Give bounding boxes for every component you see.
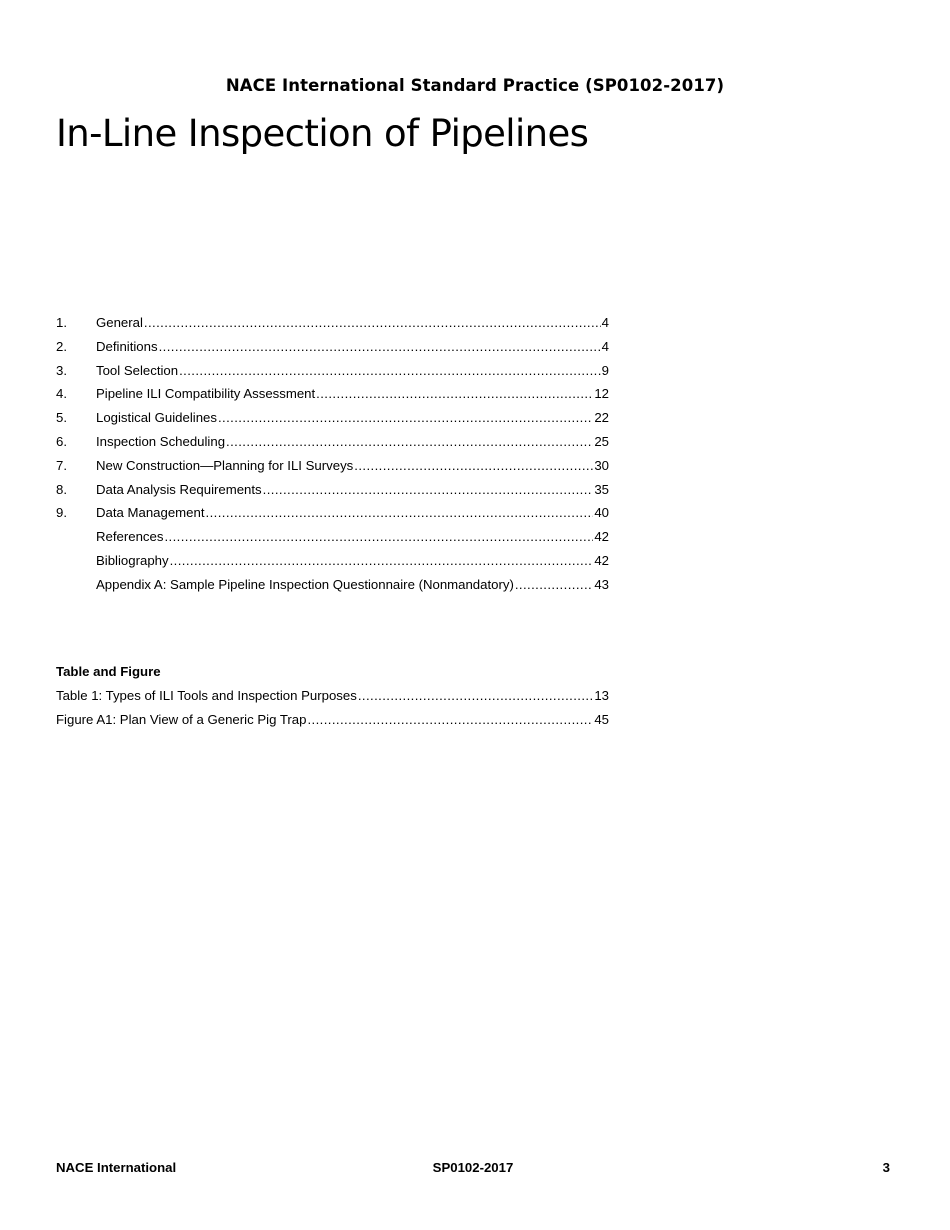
toc-label: General [96, 315, 143, 330]
footer-document-id: SP0102-2017 [432, 1160, 514, 1175]
toc-entry-definitions[interactable] [56, 335, 609, 359]
toc-page-number: 42 [594, 529, 609, 545]
toc-page-number: 9 [601, 362, 609, 378]
toc-entry-new-construction[interactable] [56, 454, 609, 478]
toc-number: 6. [56, 433, 67, 449]
toc-leader [170, 549, 594, 573]
tf-label: Figure A1: Plan View of a Generic Pig Trap [56, 711, 307, 727]
page-header: NACE International Standard Practice (SP0102-2017) [225, 76, 725, 95]
footer-page-number: 3 [882, 1160, 890, 1175]
toc-leader [159, 335, 601, 359]
toc-entry-appendix-a[interactable] [56, 573, 609, 597]
table-of-contents [56, 311, 609, 597]
tf-label: Table 1: Types of ILI Tools and Inspection Purposes [56, 687, 357, 703]
toc-page-number: 4 [601, 338, 609, 354]
toc-number: 3. [56, 362, 67, 378]
toc-label: New Construction—Planning for ILI Surveys [96, 457, 354, 473]
toc-label: Definitions [96, 338, 158, 354]
toc-label: References [96, 529, 164, 545]
toc-number: 2. [56, 338, 67, 354]
toc-entry-data-management[interactable] [56, 501, 609, 525]
toc-leader [354, 454, 593, 478]
page-title: In-Line Inspection of Pipelines [56, 112, 589, 155]
toc-page-number: 35 [594, 481, 609, 497]
toc-page-number: 43 [594, 576, 609, 592]
toc-page-number: 40 [594, 505, 609, 521]
toc-entry-bibliography[interactable] [56, 549, 609, 573]
toc-label: Bibliography [96, 552, 169, 568]
toc-page-number: 22 [594, 410, 609, 426]
tf-entry-figure-a1[interactable] [56, 708, 609, 732]
toc-entry-general[interactable] [56, 311, 609, 335]
toc-number: 5. [56, 410, 67, 426]
toc-page-number: 25 [594, 433, 609, 449]
toc-label: Logistical Guidelines [96, 410, 217, 426]
toc-number: 9. [56, 505, 67, 521]
toc-label: Tool Selection [96, 362, 179, 378]
toc-label: Data Analysis Requirements [96, 481, 262, 497]
toc-leader [206, 501, 594, 525]
toc-leader [263, 478, 594, 502]
toc-leader [515, 573, 593, 597]
toc-page-number: 12 [594, 386, 609, 402]
toc-page-number: 42 [594, 552, 609, 568]
toc-leader [179, 359, 601, 383]
toc-leader [218, 406, 593, 430]
toc-number: 8. [56, 481, 67, 497]
toc-entry-compatibility-assessment[interactable] [56, 382, 609, 406]
toc-entry-logistical-guidelines[interactable] [56, 406, 609, 430]
toc-leader [144, 311, 601, 335]
toc-leader [164, 525, 593, 549]
toc-entry-data-analysis[interactable] [56, 478, 609, 502]
tables-figures-heading: Table and Figure [56, 664, 161, 679]
toc-number: 1. [56, 315, 67, 330]
toc-label: Data Management [96, 505, 205, 521]
toc-label: Pipeline ILI Compatibility Assessment [96, 386, 316, 402]
toc-leader [316, 382, 593, 406]
toc-entry-tool-selection[interactable] [56, 359, 609, 383]
toc-leader [226, 430, 593, 454]
toc-entry-references[interactable] [56, 525, 609, 549]
toc-leader [307, 708, 593, 732]
tf-entry-table-1[interactable] [56, 684, 609, 708]
footer-publisher: NACE International [56, 1160, 177, 1175]
toc-page-number: 30 [594, 457, 609, 473]
tables-figures-list [56, 660, 609, 731]
tf-page-number: 45 [594, 711, 609, 727]
toc-page-number: 4 [601, 315, 609, 330]
tf-page-number: 13 [594, 687, 609, 703]
toc-leader [358, 684, 594, 708]
toc-number: 7. [56, 457, 67, 473]
toc-label: Appendix A: Sample Pipeline Inspection Questionnaire (Nonmandatory) [96, 576, 514, 592]
toc-number: 4. [56, 386, 67, 402]
toc-label: Inspection Scheduling [96, 433, 226, 449]
toc-entry-inspection-scheduling[interactable] [56, 430, 609, 454]
